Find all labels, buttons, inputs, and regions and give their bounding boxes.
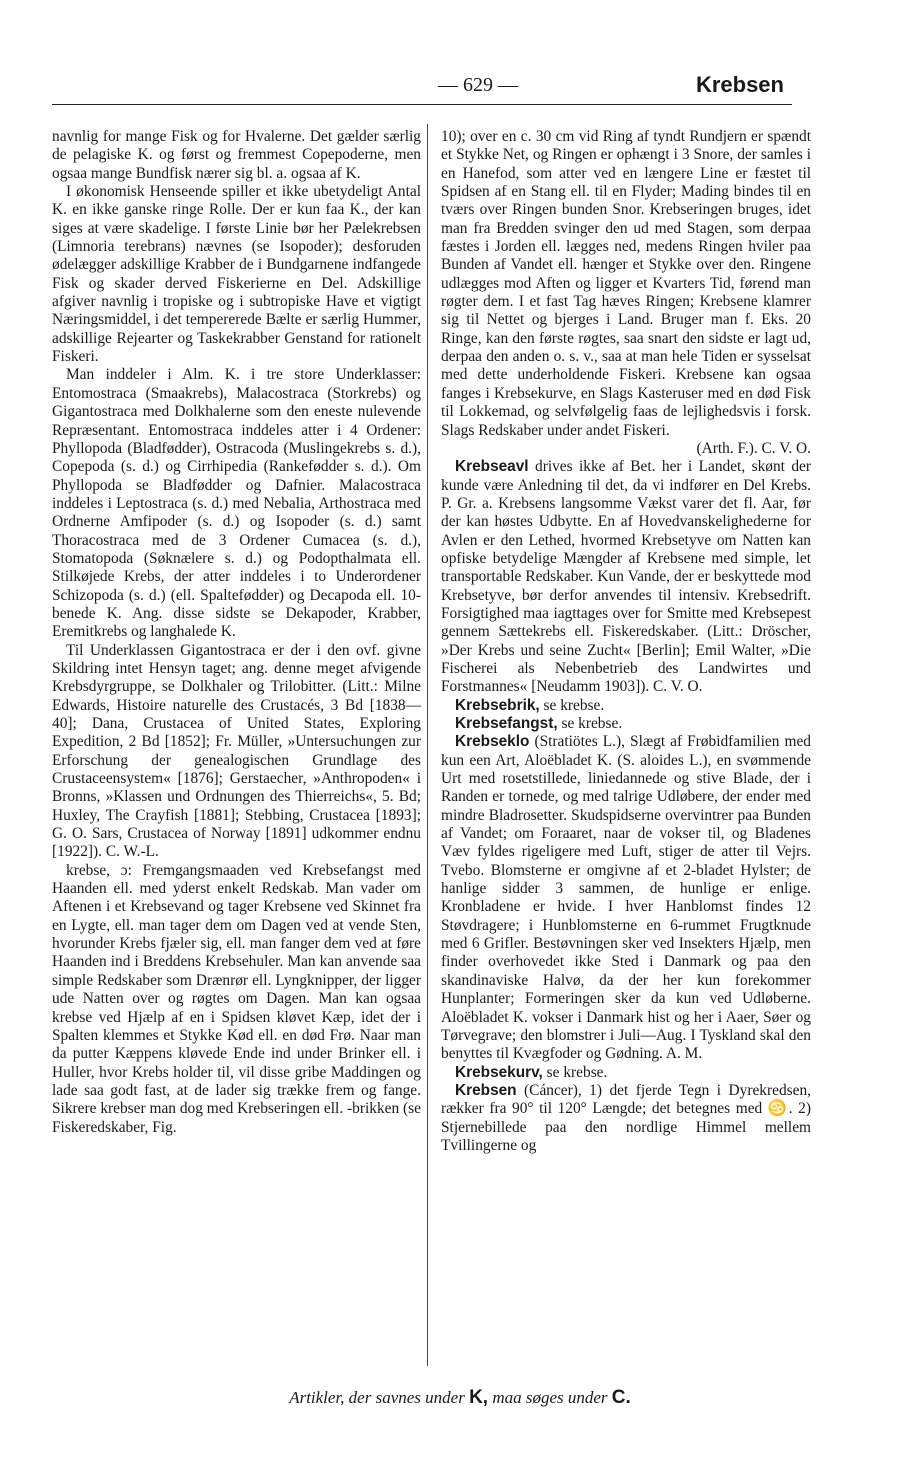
entry-text: (Stratiötes L.), Slægt af Frøbidfamilien med kun een Art, Aloëbladet K. (S. aloides L.), en svømmende Urt med rosetstillede, liniedannede og stive Blade, der i Randen er tornede, og med talrige Udløbere, der ender med mindre Bladrosetter. Skudspidserne overvintrer paa Bunden af Vandet; om Foraaret, naar de vokser til, og Bladenes Væv fyldes rigeligere med Luft, stiger de atter til Vejrs. Tvebo. Blomsterne er omgivne af et 2-bladet Hylster; de hanlige sidder 3 sammen, de hunlige er enlige. Kronbladene er hvide. I hver Hanblomst findes 12 Støvdragere; i Hunblomsterne en 6-rummet Frugtknude med 6 Grifler. Bestøvningen sker ved Insekters Hjælp, men finder overhovedet ikke Sted i Danmark og paa den skandinaviske Halvø, da der her kun forekommer Hunplanter; Formeringen sker da kun ved Udløberne. Aloëbladet K. vokser i Danmark hist og her i Aaer, Søer og Tørvegrave; den blomstrer i Juli—Aug. I Tyskland skal den benyttes til Kvægfoder og Gødning. A. M. — [441, 733, 811, 1063]
footer-letter-k: K, — [469, 1387, 489, 1408]
entry-krebseklo — [441, 733, 811, 1063]
paragraph: Til Underklassen Gigantostraca er der i den ovf. givne Skildring intet Hensyn taget; ang. denne meget afvigende Krebsdyrgruppe, se Dolkhaler og Trilobitter. (Litt.: Milne Edwards, Histoire naturelle des Crustacés, 3 Bd [1838—40]; Dana, Crustacea of United States, Exploring Expedition, 2 Bd [1852]; Fr. Müller, »Untersuchungen zur Erforschung der genealogischen Grundlage des Crustaceensystem« [1876]; Gerstaecher, »Anthropoden« i Bronns, »Klassen und Ordnungen des Thierreichs«, 5. Bd; Huxley, The Crayfish [1881]; Stebbing, Crustacea [1893]; G. O. Sars, Crustacea of Norway [1891] udkommer endnu [1922]). C. W.-L. — [52, 641, 421, 861]
entry-headword: Krebsen — [455, 1081, 517, 1099]
footer-text: Artikler, der savnes under — [289, 1388, 470, 1407]
entry-text: drives ikke af Bet. her i Landet, skønt der kunde være Anledning til det, da vi indfører en Del Krebs. P. Gr. a. Krebsens langsomme Vækst varer det fl. Aar, før der kan høstes Udbytte. En af Hovedvanskelighederne for Avlen er den Lethed, hvormed Krebsetyve om Natten kan opfiske betydelige Mængder af Krebsene med simple, let transportable Redskaber. Kun Vande, der er beskyttede mod Krebsetyve, bør derfor anvendes til intensiv. Krebsedrift. Forsigtighed maa iagttages over for Smitte med Krebsepest gennem Sættekrebs ell. Fiskeredskaber. (Litt.: Dröscher, »Der Krebs und seine Zucht« [Berlin]; Emil Walter, »Die Fischerei als Nebenbetrieb des Landwirtes und Forstmannes« [Neudamm 1903]). C. V. O. — [441, 458, 811, 696]
entry-text: se krebse. — [539, 696, 605, 714]
page-number: — 629 — — [438, 74, 518, 96]
paragraph: krebse, ɔ: Fremgangsmaaden ved Krebsefangst med Haanden ell. med yderst enkelt Redskab. Man vader om Aftenen i et Krebsevand og tager Krebsene ved Skinnet fra en Lygte, ell. man tager dem om Dagen ved at vende Sten, hvorunder Krebs fjæler sig, ell. man fanger dem ved at føre Haanden ind i Breddens Krebsehuler. Man kan anvende saa simple Redskaber som Drænrør ell. Lyngknipper, der ligger ude Natten over og røgtes om Dagen. Man kan ogsaa krebse ved Hjælp af en i Spidsen kløvet Kæp, idet der i Spalten klemmes et Stykke Kød ell. en død Frø. Naar man da putter Kæppens kløvede Ende ind under Brinker ell. i Huller, hvor Krebs holder til, vil disse gribe Maddingen og lade saa godt fast, at de lader sig trække frem og fange. Sikrere krebser man dog med Krebseringen ell. -brikken (se Fiskeredskaber, Fig. — [52, 861, 421, 1136]
left-column — [52, 128, 421, 1137]
paragraph: navnlig for mange Fisk og for Hvalerne. Det gælder særlig de pelagiske K. og først og fremmest Copepoderne, men ogsaa mange Bundfisk nærer sig bl. a. ogsaa af K. — [52, 128, 421, 182]
entry-headword: Krebsefangst, — [455, 715, 558, 732]
entry-krebsekurv — [441, 1064, 811, 1082]
running-head: Krebsen — [695, 72, 784, 97]
paragraph: Man inddeler i Alm. K. i tre store Underklasser: Entomostraca (Smaakrebs), Malacostraca (Storkrebs) og Gigantostraca med Dolkhalerne som den eneste nulevende Repræsentant. Entomostraca inddeles atter i 4 Ordener: Phyllopoda (Bladfødder), Ostracoda (Muslingekrebs s. d.), Copepoda (s. d.) og Cirrhipedia (Rankefødder s. d.). Om Phyllopoda se Bladfødder og Dafnier. Malacostraca inddeles i Leptostraca (s. d.) med Nebalia, Arthostraca med Ordnerne Amfipoder (s. d.) og Isopoder (s. d.) samt Thoracostraca med de 3 Ordener Cumacea (s. d.), Stomatopoda (Søknælere s. d.) og Podopthalmata ell. Stilkøjede Krebs, der atter inddeles i to Underordener Schizopoda (s. d.) (ell. Spaltefødder) og Decapoda ell. 10-benede K. Ang. disse sidste se Dekapoder, Krabber, Eremitkrebs og langhalede K. — [52, 366, 421, 641]
entry-krebsefangst — [441, 715, 811, 733]
entry-krebseavl — [441, 458, 811, 696]
footer-letter-c: C. — [611, 1387, 631, 1408]
entry-headword: Krebseklo — [455, 733, 530, 751]
entry-text: se krebse. — [557, 715, 623, 732]
entry-headword: Krebsekurv, — [455, 1063, 543, 1081]
author-signature: (Arth. F.). C. V. O. — [696, 439, 811, 457]
entry-headword: Krebseavl — [455, 458, 529, 476]
paragraph: I økonomisk Henseende spiller et ikke ubetydeligt Antal K. en ikke ganske ringe Rolle. Der er kun faa K., der kan siges at være skadelige. I første Linie bør her Pælekrebsen (Limnoria terebrans) nævnes (se Isopoder); desforuden ødelægger adskillige Krabber de i Bundgarnene indfangede Fisk og skader derved Fiskerierne en Del. Adskillige afgiver navnlig i tropiske og i subtropiske Have et vigtigt Næringsmiddel, i det tempererede Bælte er særlig Hummer, adskillige Rejearter og Taskekrabber Genstand for rationelt Fiskeri. — [52, 183, 421, 366]
right-column — [441, 128, 811, 1155]
page-header — [52, 72, 792, 102]
paragraph: 10); over en c. 30 cm vid Ring af tyndt Rundjern er spændt et Stykke Net, og Ringen er ophængt i 3 Snore, der samles i en Hanefod, som atter ved en længere Line er fæstet til Spidsen af en Stang ell. til en Flyder; Mading bindes til en tværs over Ringen bunden Snor. Krebseringen bruges, idet man fra Bredden svinger den ud med Stagen, som derpaa fæstes i Jorden ell. lægges ned, medens Ringen hviler paa Bunden af Vandet ell. hænger et Stykke over den. Ringene udlægges mod Aften og ligger et Kvarters Tid, førend man røgter dem. I et fast Tag hæves Ringen; Krebsene klamrer sig til Nettet og bjerges i Land. Bruger man f. Eks. 20 Ringe, kan den første røgtes, saa snart den sidste er lagt ud, derpaa den anden o. s. v., saa at man hele Tiden er sysselsat med dette underholdende Fiskeri. Krebsene kan ogsaa fanges i Krebsekurve, en Slags Kasteruser med en død Fisk til Lokkemad, og selvfølgelig faas de lejlighedsvis i forsk. Slags Redskaber under andet Fiskeri. — [441, 128, 811, 439]
entry-text: (Cáncer), 1) det fjerde Tegn i Dyrekredsen, rækker fra 90° til 120° Længde; det betegnes med ♋. 2) Stjernebillede paa den nordlige Himmel mellem Tvillingerne og — [441, 1081, 811, 1154]
footer-text: maa søges under — [488, 1388, 612, 1407]
entry-krebsen — [441, 1082, 811, 1155]
entry-text: se krebse. — [542, 1063, 608, 1081]
entry-krebsebrik — [441, 697, 811, 715]
page-footer — [0, 1387, 920, 1409]
entry-headword: Krebsebrik, — [455, 696, 540, 714]
column-divider — [427, 124, 428, 1366]
header-rule — [52, 104, 792, 105]
